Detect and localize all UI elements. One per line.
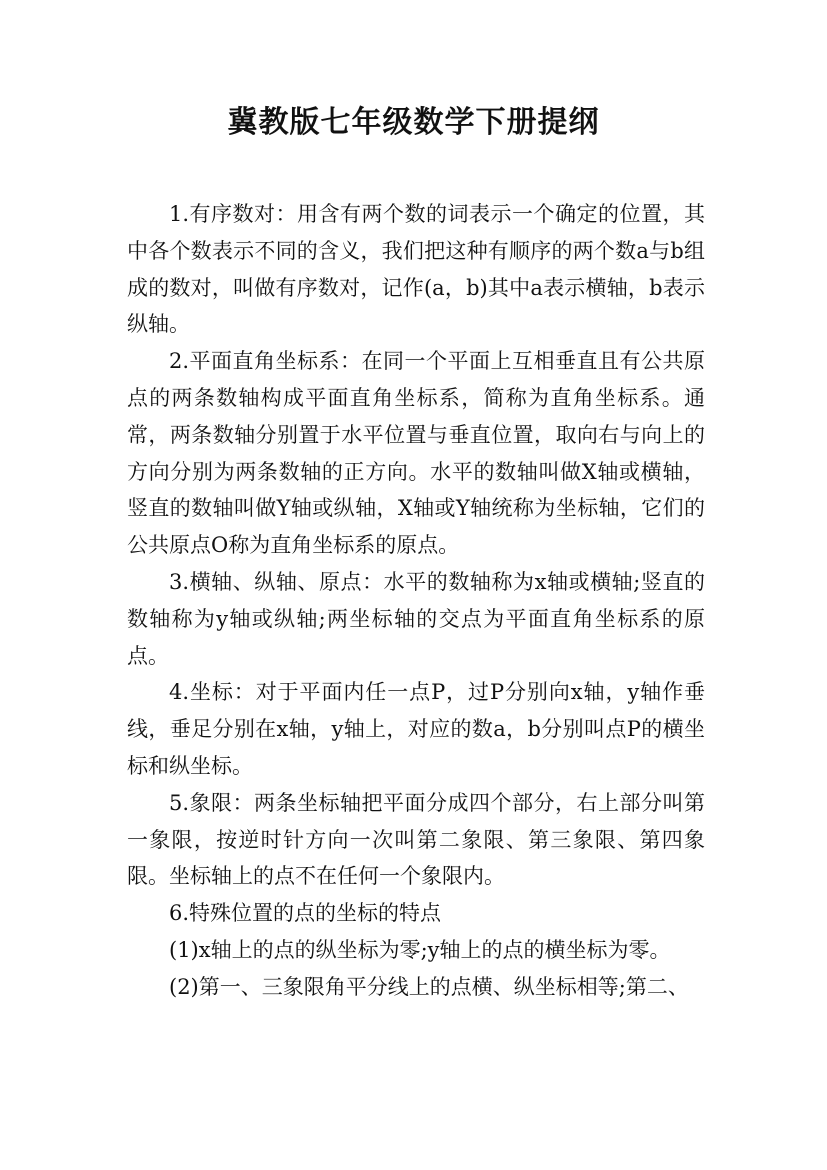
document-title: 冀教版七年级数学下册提纲 (227, 105, 600, 140)
paragraph-ordered-pair: 1.有序数对：用含有两个数的词表示一个确定的位置，其中各个数表示不同的含义，我们把这种有顺序的两个数a与b组成的数对，叫做有序数对，记作(a，b)其中a表示横轴，b表示纵轴。 (127, 202, 705, 337)
paragraph-special-points-heading: 6.特殊位置的点的坐标的特点 (169, 901, 442, 926)
paragraph-axes-origin: 3.横轴、纵轴、原点：水平的数轴称为x轴或横轴;竖直的数轴称为y轴或纵轴;两坐标轴的交点为平面直角坐标系的原点。 (127, 569, 705, 668)
paragraph-special-points-2: (2)第一、三象限角平分线上的点横、纵坐标相等;第二、 (169, 974, 689, 999)
paragraph-quadrants: 5.象限：两条坐标轴把平面分成四个部分，右上部分叫第一象限，按逆时针方向一次叫第二象限、第三象限、第四象限。坐标轴上的点不在任何一个象限内。 (127, 790, 705, 889)
paragraph-coordinates: 4.坐标：对于平面内任一点P，过P分别向x轴，y轴作垂线，垂足分别在x轴，y轴上，对应的数a，b分别叫点P的横坐标和纵坐标。 (127, 680, 705, 778)
paragraph-special-points-1: (1)x轴上的点的纵坐标为零;y轴上的点的横坐标为零。 (169, 937, 671, 962)
paragraph-coordinate-system: 2.平面直角坐标系：在同一个平面上互相垂直且有公共原点的两条数轴构成平面直角坐标系，简称为直角坐标系。通常，两条数轴分别置于水平位置与垂直位置，取向右与向上的方向分别为两条数轴的正方向。水平的数轴叫做X轴或横轴，竖直的数轴叫做Y轴或纵轴，X轴或Y轴统称为坐标轴，它们的公共原点O称为直角坐标系的原点。 (127, 349, 705, 558)
document-body (127, 196, 705, 1006)
